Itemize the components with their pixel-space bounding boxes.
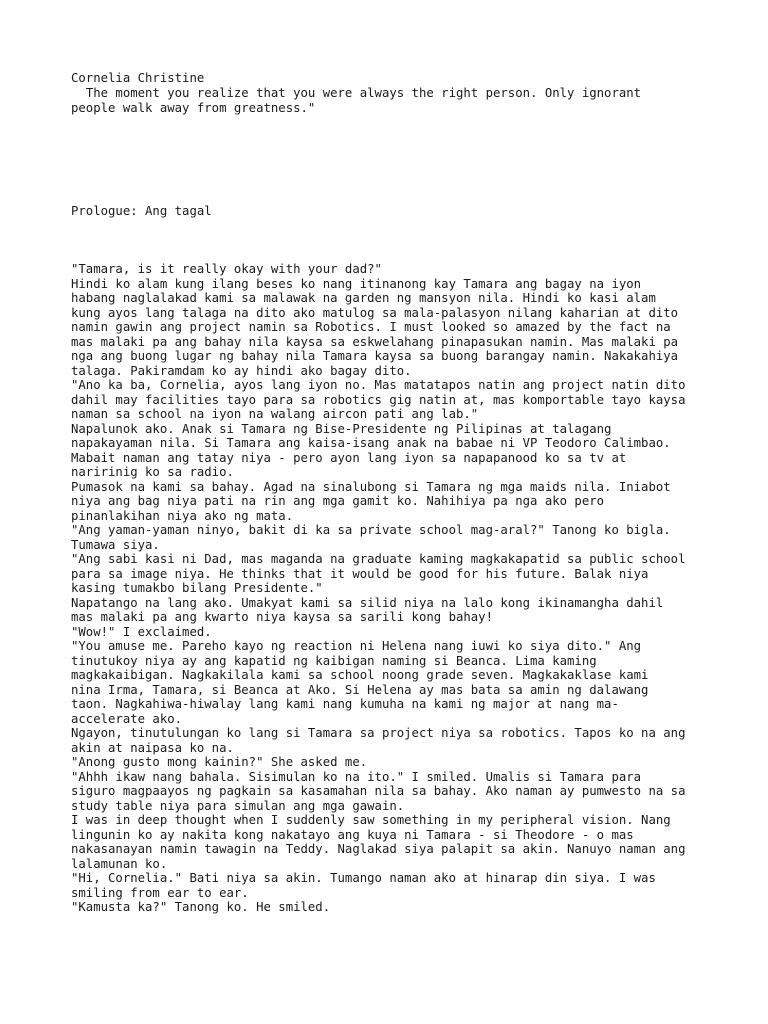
body-line: "Wow!" I exclaimed. [71,624,212,639]
body-line: tinutukoy niya ay ang kapatid ng kaibigan naming si Beanca. Lima kaming [71,653,597,668]
author-name: Cornelia Christine [71,71,205,85]
prologue-heading: Prologue: Ang tagal [71,204,212,218]
body-line: mas malaki pa ang kwarto niya kaysa sa sarili kong bahay! [71,610,493,624]
body-line: smiling from ear to ear. [71,885,249,900]
story-body [71,262,711,915]
body-line: "Ano ka ba, Cornelia, ayos lang iyon no. Mas matatapos natin ang project natin dito [71,378,686,392]
body-line: kasing tumakbo bilang Presidente." [71,581,323,595]
body-line: mas malaki pa ang bahay nila kaysa sa eskwelahang pinapasukan namin. Mas malaki pa [71,334,679,349]
body-line: niya ang bag niya pati na rin ang mga gamit ko. Nahihiya pa nga ako pero [71,494,605,508]
body-line: "Kamusta ka?" Tanong ko. He smiled. [71,900,331,914]
body-line: naman sa school na iyon na walang aircon pati ang lab." [71,407,479,421]
body-line: Pumasok na kami sa bahay. Agad na sinalubong si Tamara ng mga maids nila. Iniabot [71,479,671,494]
body-line: taon. Nagkahiwa-hiwalay lang kami nang kumuha na kami ng major at nang ma- [71,697,619,711]
body-line: nakasanayan namin tawagin na Teddy. Naglakad siya palapit sa akin. Nanuyo naman ang [71,842,686,856]
body-line: para sa image niya. He thinks that it would be good for his future. Balak niya [71,566,649,581]
body-line: "Tamara, is it really okay with your dad?" [71,262,382,276]
body-line: Napalunok ako. Anak si Tamara ng Bise-Presidente ng Pilipinas at talagang [71,421,612,436]
body-line: "Anong gusto mong kainin?" She asked me. [71,755,368,769]
body-line: nina Irma, Tamara, si Beanca at Ako. Si Helena ay mas bata sa amin ng dalawang [71,682,649,697]
body-line: dahil may facilities tayo para sa robotics gig natin at, mas komportable tayo kaysa [71,392,686,407]
body-line: Mabait naman ang tatay niya - pero ayon lang iyon sa napapanood ko sa tv at [71,450,627,465]
body-line: pinanlakihan niya ako ng mata. [71,508,294,523]
epigraph-quote: The moment you realize that you were always the right person. Only ignorant people walk away from greatness." [71,86,642,115]
body-line: "Hi, Cornelia." Bati niya sa akin. Tumango naman ako at hinarap din siya. I was [71,871,656,885]
body-line: akin at naipasa ko na. [71,740,234,755]
body-line: napakayaman nila. Si Tamara ang kaisa-isang anak na babae ni VP Teodoro Calimbao. [71,436,671,450]
body-line: lingunin ko ay nakita kong nakatayo ang kuya ni Tamara - si Theodore - o mas [71,827,634,842]
body-line: namin gawin ang project namin sa Robotics. I must looked so amazed by the fact na [71,320,671,334]
body-line: naririnig ko sa radio. [71,465,234,479]
body-line: "You amuse me. Pareho kayo ng reaction ni Helena nang iuwi ko siya dito." Ang [71,639,642,653]
body-line: siguro magpaayos ng pagkain sa kasamahan nila sa bahay. Ako naman ay pumwesto na sa [71,784,686,798]
body-line: accelerate ako. [71,711,183,726]
body-line: "Ang yaman-yaman ninyo, bakit di ka sa private school mag-aral?" Tanong ko bigla. [71,523,671,537]
body-line: nga ang buong lugar ng bahay nila Tamara kaysa sa buong barangay namin. Nakakahiya [71,349,679,363]
body-line: lalamunan ko. [71,856,168,871]
body-line: "Ang sabi kasi ni Dad, mas maganda na graduate kaming magkakapatid sa public school [71,552,686,566]
body-line: kung ayos lang talaga na dito ako matulog sa mala-palasyon nilang kaharian at dito [71,305,679,320]
body-line: Hindi ko alam kung ilang beses ko nang itinanong kay Tamara ang bagay na iyon [71,276,642,291]
body-line: Napatango na lang ako. Umakyat kami sa silid niya na lalo kong ikinamangha dahil [71,595,664,610]
body-line: Ngayon, tinutulungan ko lang si Tamara sa project niya sa robotics. Tapos ko na ang [71,726,686,740]
body-line: habang naglalakad kami sa malawak na garden ng mansyon nila. Hindi ko kasi alam [71,291,656,305]
body-line: "Ahhh ikaw nang bahala. Sisimulan ko na ito." I smiled. Umalis si Tamara para [71,769,642,784]
body-line: study table niya para simulan ang mga gawain. [71,798,405,813]
body-line: I was in deep thought when I suddenly saw something in my peripheral vision. Nang [71,813,671,827]
body-line: magkakaibigan. Nagkakilala kami sa school noong grade seven. Magkakaklase kami [71,668,649,682]
body-line: Tumawa siya. [71,537,160,552]
body-line: talaga. Pakiramdam ko ay hindi ako bagay dito. [71,363,412,378]
